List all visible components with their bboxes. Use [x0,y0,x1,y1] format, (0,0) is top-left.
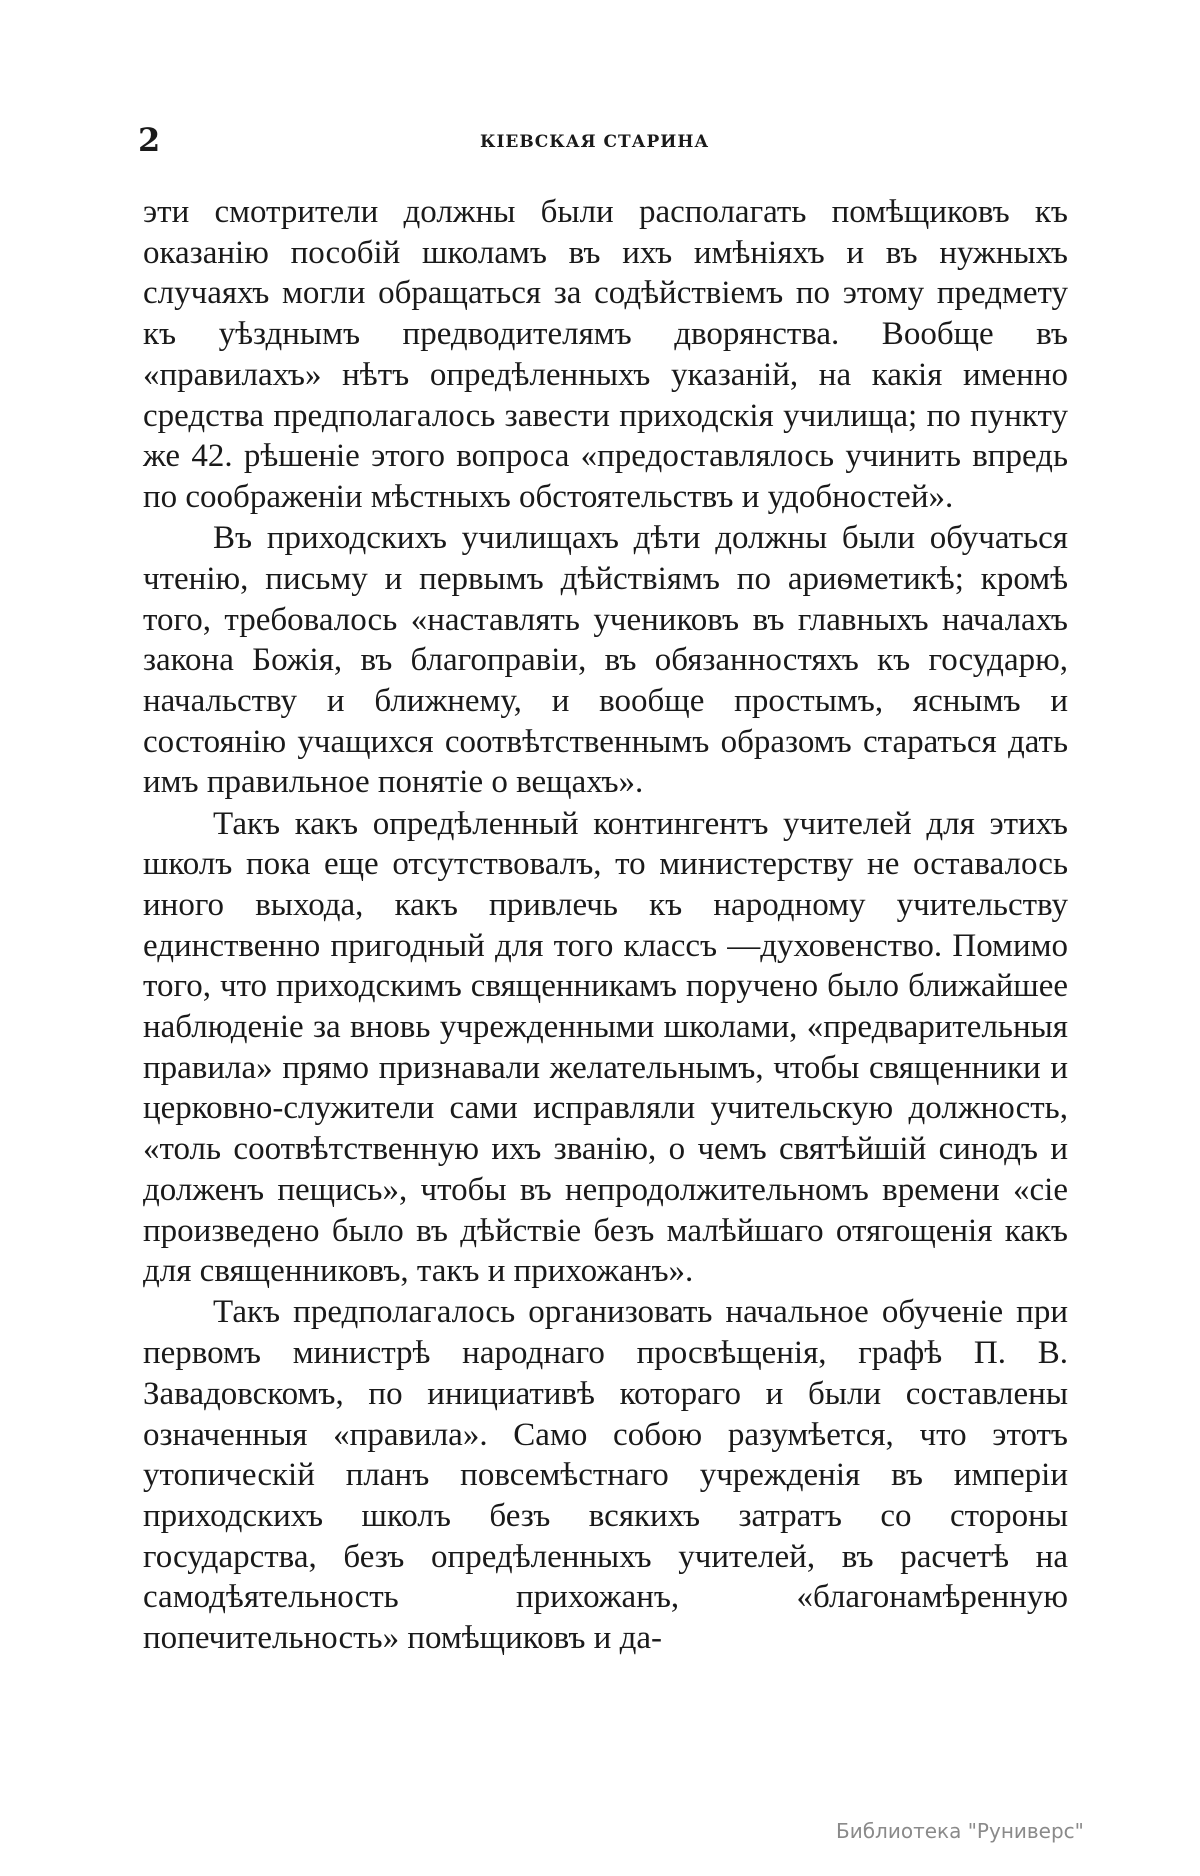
page-number: 2 [138,121,161,159]
running-title: КIЕВСКАЯ СТАРИНА [480,132,710,152]
paragraph: Такъ предполагалось организовать начальное обученiе при первомъ министрѣ народнаго просвѣщенiя, графѣ П. В. Завадовскомъ, по инициативѣ котораго и были составлены означенныя «правила». Само собою разумѣется, что этотъ утопическiй планъ повсемѣстнаго учрежденiя въ имперiи приходскихъ школъ безъ всякихъ затратъ со стороны государства, безъ опредѣленныхъ учителей, въ расчетѣ на самодѣятельность прихожанъ, «благонамѣренную попечительность» помѣщиковъ и да- [143,1294,1068,1657]
paragraph: Въ приходскихъ училищахъ дѣти должны были обучаться чтенiю, письму и первымъ дѣйствiямъ по ариѳметикѣ; кромѣ того, требовалось «наставлять учениковъ въ главныхъ началахъ закона Божiя, въ благоправiи, въ обязанностяхъ къ государю, начальству и ближнему, и вообще простымъ, яснымъ и состоянiю учащихся соотвѣтственнымъ образомъ стараться дать имъ правильное понятiе о вещахъ». [143,520,1068,801]
paragraph: Такъ какъ опредѣленный контингентъ учителей для этихъ школъ пока еще отсутствовалъ, то министерству не оставалось иного выхода, какъ привлечь къ народному учительству единственно пригодный для того классъ —духовенство. Помимо того, что приходскимъ священникамъ поручено было ближайшее наблюденiе за вновь учрежденными школами, «предварительныя правила» прямо признавали желательнымъ, чтобы священники и церковно-служители сами исправляли учительскую должность, «толь соотвѣтственную ихъ званiю, о чемъ святѣйшiй синодъ и долженъ пещись», чтобы въ непродолжительномъ времени «сiе произведено было въ дѣйствiе безъ малѣйшаго отягощенiя какъ для священниковъ, такъ и прихожанъ». [143,805,1068,1290]
body-text [143,192,1068,1659]
library-watermark: Библиотека "Руниверс" [836,1819,1084,1843]
paragraph-continuation: эти смотрители должны были располагать помѣщиковъ къ оказанiю пособiй школамъ въ ихъ имѣнiяхъ и въ нужныхъ случаяхъ могли обращаться за содѣйствiемъ по этому предмету къ уѣзднымъ предводителямъ дворянства. Вообще въ «правилахъ» нѣтъ опредѣленныхъ указанiй, на какiя именно средства предполагалось завести приходскiя училища; по пункту же 42. рѣшенiе этого вопроса «предоставлялось учинить впредь по соображенiи мѣстныхъ обстоятельствъ и удобностей». [143,194,1068,515]
